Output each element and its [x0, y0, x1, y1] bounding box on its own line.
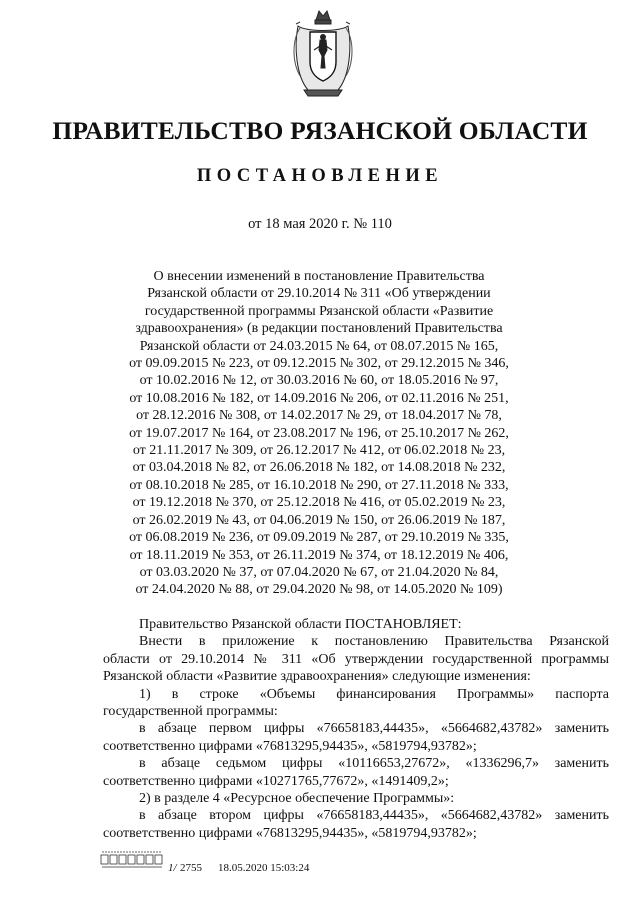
subject-line: от 06.08.2019 № 236, от 09.09.2019 № 287, от 29.10.2019 № 335,: [129, 530, 509, 546]
subject-line: Рязанской области от 24.03.2015 № 64, от 08.07.2015 № 165,: [139, 338, 499, 354]
body-line: соответственно цифрами «10271765,77672», «1491409,2»;: [103, 773, 449, 789]
document-subject: [104, 268, 534, 599]
government-title: ПРАВИТЕЛЬСТВО РЯЗАНСКОЙ ОБЛАСТИ: [52, 116, 588, 145]
registry-stamp-image: [100, 848, 166, 872]
body-line: 2) в разделе 4 «Ресурсное обеспечение Программы»:: [139, 791, 455, 807]
subject-line: от 09.09.2015 № 223, от 09.12.2015 № 302, от 29.12.2015 № 346,: [129, 356, 509, 372]
subject-line: здравоохранения» (в редакции постановлений Правительства: [135, 321, 503, 337]
subject-line: от 08.10.2018 № 285, от 16.10.2018 № 290, от 27.11.2018 № 333,: [129, 477, 509, 493]
subject-line: от 28.12.2016 № 308, от 14.02.2017 № 29, от 18.04.2017 № 78,: [136, 408, 502, 424]
subject-line: от 03.04.2018 № 82, от 26.06.2018 № 182, от 14.08.2018 № 232,: [132, 460, 506, 476]
body-line: соответственно цифрами «76813295,94435», «5819794,93782»;: [103, 738, 477, 754]
subject-line: от 18.11.2019 № 353, от 26.11.2019 № 374, от 18.12.2019 № 406,: [129, 547, 509, 563]
body-line: соответственно цифрами «76813295,94435», «5819794,93782»;: [103, 825, 477, 841]
registration-footer: [100, 848, 560, 882]
subject-line: государственной программы Рязанской области «Развитие: [144, 303, 494, 319]
subject-line: О внесении изменений в постановление Правительства: [153, 269, 485, 284]
subject-line: Рязанской области от 29.10.2014 № 311 «Об утверждении: [147, 286, 491, 302]
subject-line: от 21.11.2017 № 309, от 26.12.2017 № 412, от 06.02.2018 № 23,: [132, 443, 506, 459]
registration-number: 2755: [180, 862, 202, 874]
registration-timestamp: 18.05.2020 15:03:24: [218, 862, 310, 874]
body-line: Внести в приложение к постановлению Правительства Рязанской: [139, 634, 609, 650]
subject-line: от 19.07.2017 № 164, от 23.08.2017 № 196, от 25.10.2017 № 262,: [129, 425, 509, 441]
body-line: в абзаце первом цифры «76658183,44435», «5664682,43782» заменить: [139, 721, 609, 737]
body-line: области от 29.10.2014 № 311 «Об утверждении государственной программы: [103, 651, 609, 667]
document-type: ПОСТАНОВЛЕНИЕ: [196, 166, 444, 186]
body-line: в абзаце седьмом цифры «10116653,27672», «1336296,7» заменить: [139, 756, 609, 772]
body-line: Рязанской области «Развитие здравоохранения» следующие изменения:: [103, 669, 531, 685]
subject-line: от 03.03.2020 № 37, от 07.04.2020 № 67, от 21.04.2020 № 84,: [139, 564, 499, 580]
document-date-number: от 18 мая 2020 г. № 110: [248, 216, 392, 232]
subject-line: от 19.12.2018 № 370, от 25.12.2018 № 416, от 05.02.2019 № 23,: [132, 495, 506, 511]
document-body: [103, 616, 609, 842]
subject-line: от 10.02.2016 № 12, от 30.03.2016 № 60, от 18.05.2016 № 97,: [139, 373, 499, 389]
subject-line: от 24.04.2020 № 88, от 29.04.2020 № 98, от 14.05.2020 № 109): [135, 582, 503, 598]
body-line: государственной программы:: [103, 704, 278, 720]
body-line: в абзаце втором цифры «76658183,44435», «5664682,43782» заменить: [139, 808, 609, 824]
subject-line: от 26.02.2019 № 43, от 04.06.2019 № 150, от 26.06.2019 № 187,: [132, 512, 506, 528]
registration-mark: 1/: [168, 862, 177, 874]
body-line: Правительство Рязанской области ПОСТАНОВЛЯЕТ:: [139, 617, 462, 632]
coat-of-arms-emblem: [290, 6, 356, 102]
body-line: 1) в строке «Объемы финансирования Программы» паспорта: [139, 686, 609, 702]
subject-line: от 10.08.2016 № 182, от 14.09.2016 № 206, от 02.11.2016 № 251,: [129, 390, 509, 406]
